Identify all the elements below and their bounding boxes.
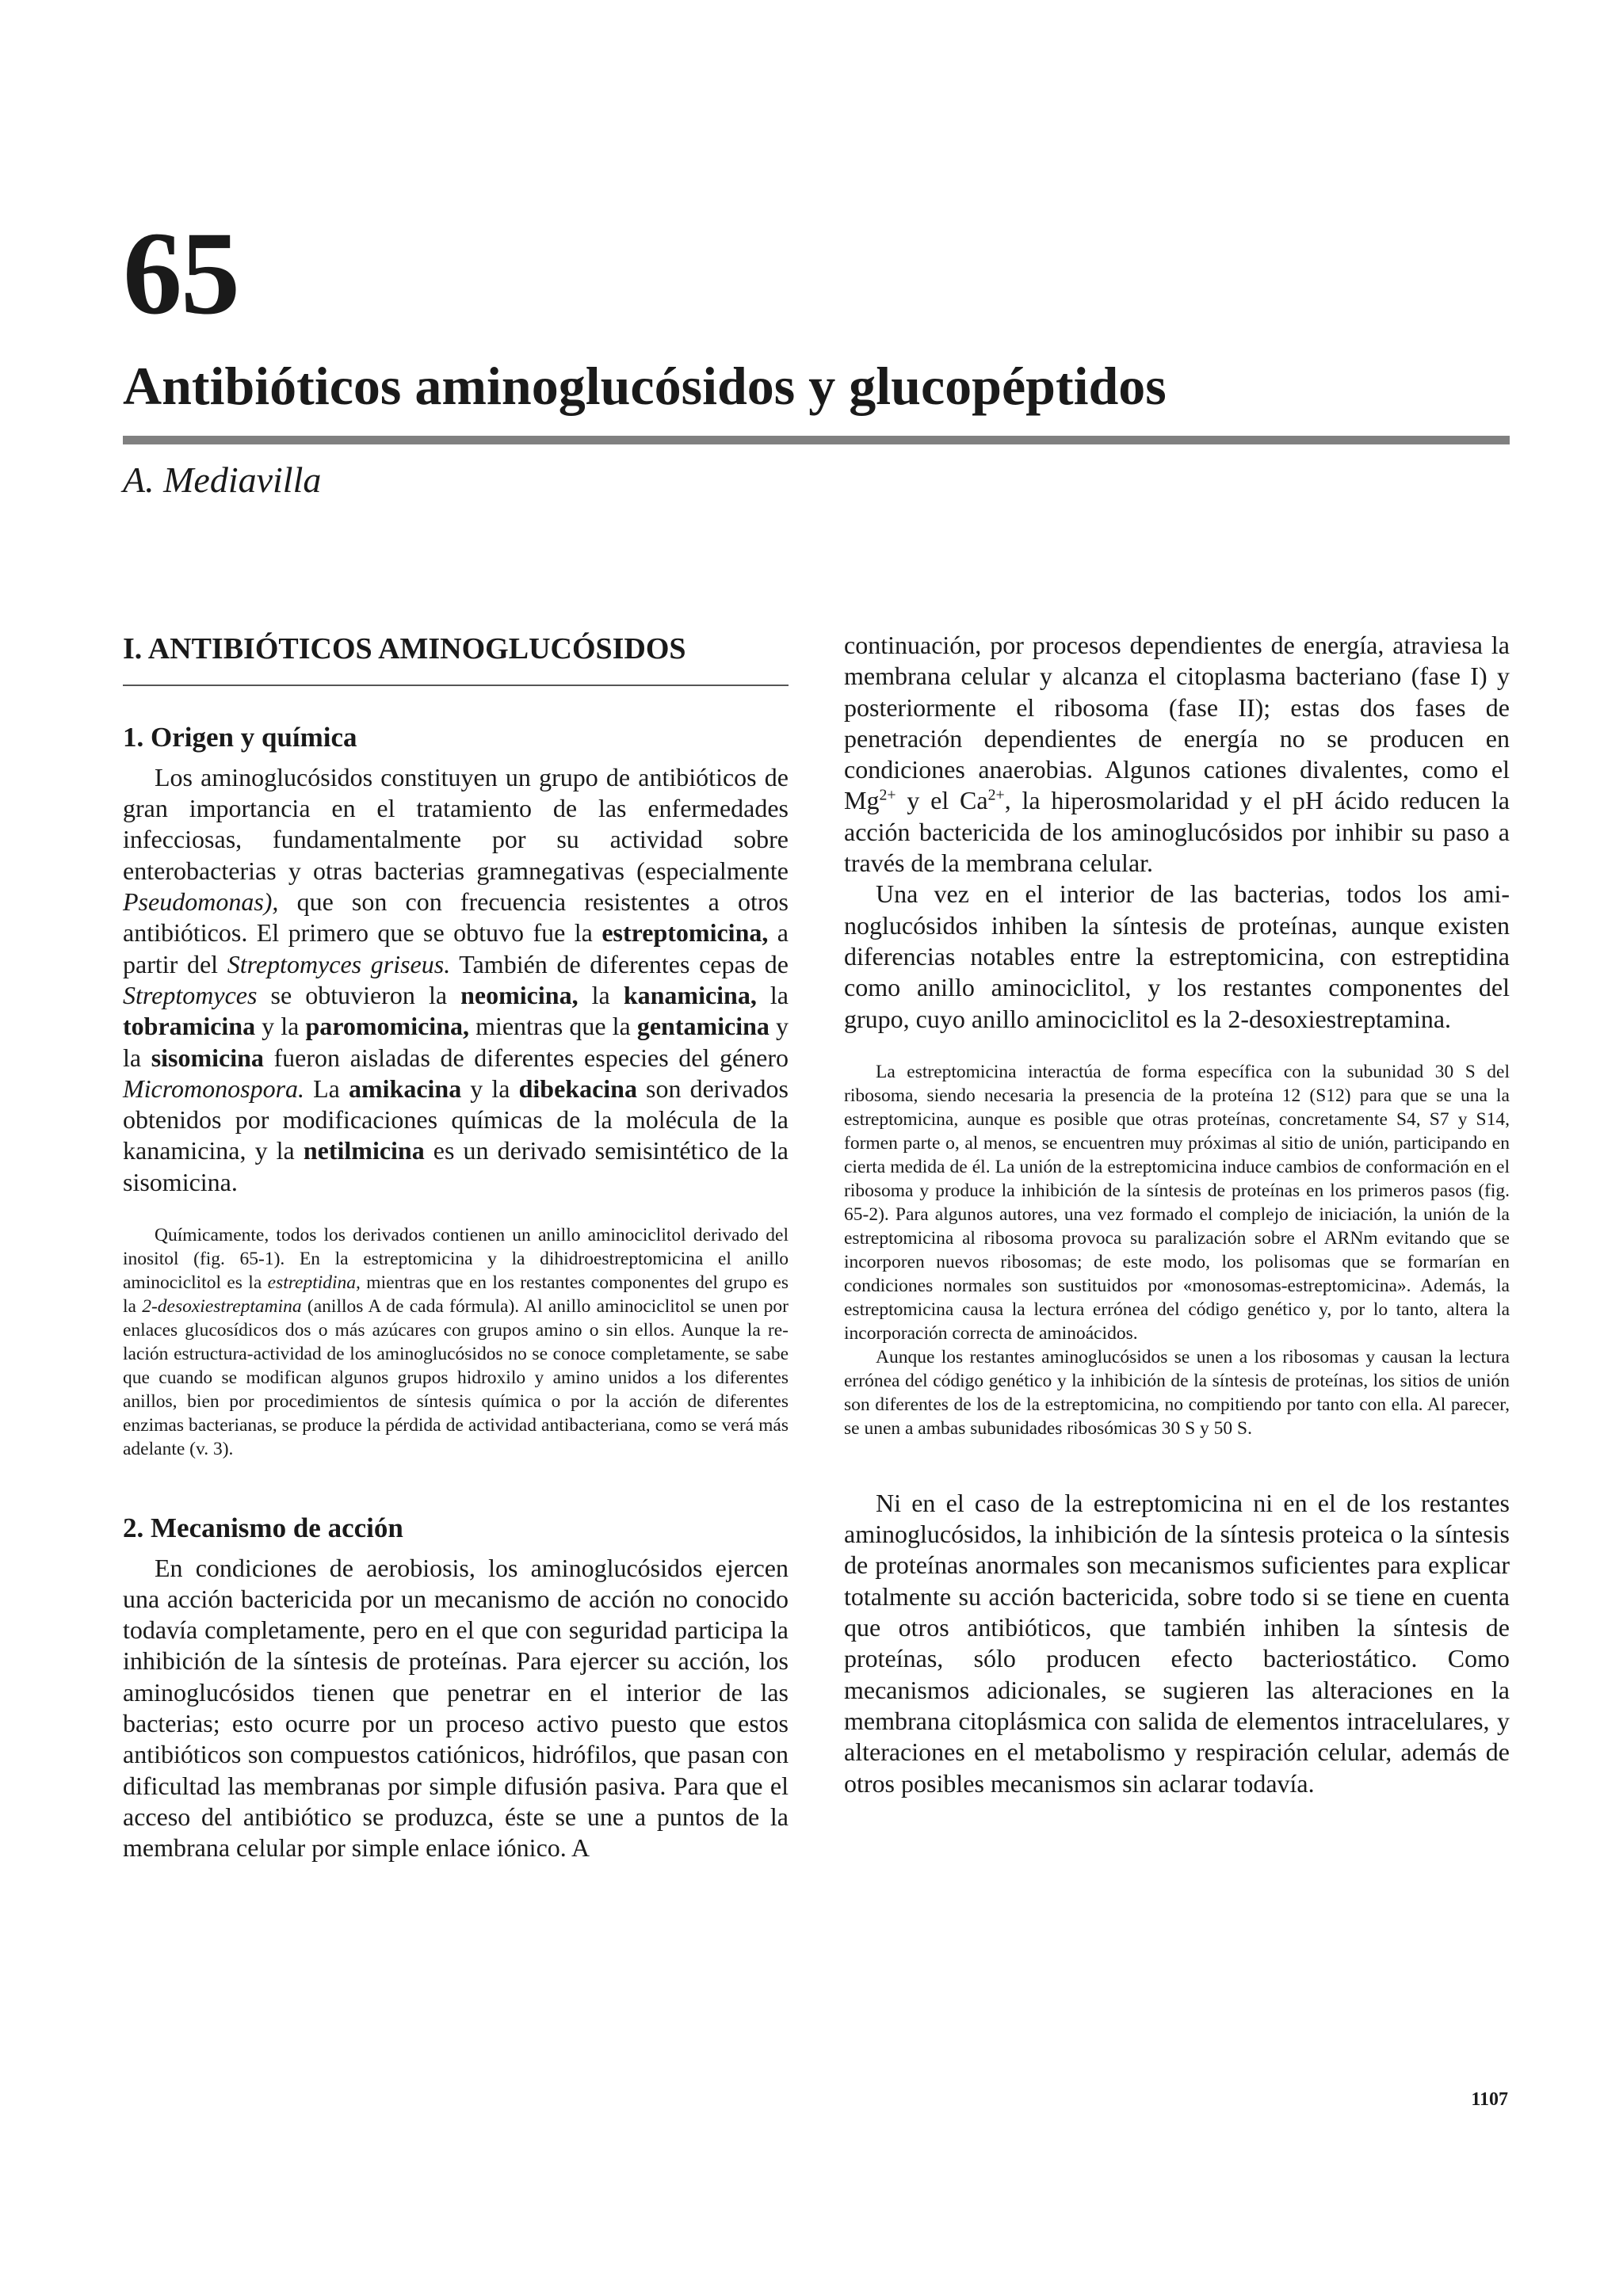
chapter-number: 65 xyxy=(123,208,239,339)
page-number: 1107 xyxy=(1471,2089,1508,2110)
left-column xyxy=(123,630,789,1864)
paragraph-mecanismo-2: Una vez en el interior de las bacterias, todos los aminoglucósidos inhiben la síntesis de proteínas, aunque existen diferencias notables entre la estreptomicina, con estreptidina como anillo aminociclitol, y los restantes componentes del grupo, cuyo anillo aminociclitol es la 2-desoxiestreptamina. xyxy=(844,879,1510,1033)
author: A. Mediavilla xyxy=(123,460,322,500)
title-rule xyxy=(123,436,1510,444)
subsection-heading-mecanismo: 2. Mecanismo de acción xyxy=(123,1512,403,1544)
paragraph-origen: Los aminoglucósidos constituyen un grupo de antibióticos de gran importancia en el tratamiento de las enfermedades infecciosas, fundamentalmente por su actividad sobre enterobacterias y otras bacterias gramnegativas (especialmente Pseudomonas), que son con frecuencia resistentes a otros antibióticos. El primero que se obtuvo fue la estreptomicina, a partir del Streptomyces griseus. También de diferentes cepas de Streptomyces se obtuvieron la neomicina, la kanamicina, la tobramicina y la paromomicina, mientras que la gentamicina y la sisomicina fueron aisladas de diferentes especies del género Micromonospora. La amikacina y la dibekacina son derivados obtenidos por modificaciones químicas de la molécula de la kanamicina, y la netilmicina es un derivado semisintético de la sisomicina. xyxy=(123,762,789,1196)
right-column xyxy=(844,630,1510,1799)
small-paragraph-quimica: Químicamente, todos los derivados contienen un anillo aminociclitol derivado del inositol (fig. 65-1). En la estreptomicina y la dihidroestreptomicina el anillo aminociclitol es la estreptidina, mientras que en los restantes componentes del grupo es la 2-desoxiestreptamina (anillos A de cada fórmula). Al anillo aminociclitol se unen por enlaces glucosídicos dos o más azúcares con grupos amino o sin ellos. Aunque la relación estructura-actividad de los aminoglucósidos no se conoce completamente, se sabe que cuando se modifican algunos grupos hidroxilo y amino unidos a los diferentes anillos, bien por procedimientos de síntesis química o por la acción de diferentes enzimas bacterianas, se produce la pérdida de actividad antibacteriana, como se verá más adelante (v. 3). xyxy=(123,1225,789,1460)
small-paragraph-restantes: Aunque los restantes aminoglucósidos se unen a los ribosomas y causan la lectura errónea del código genético y la inhibición de la síntesis de proteínas, los sitios de unión son diferentes de los de la estreptomicina, no compitiendo por tanto con ella. Al parecer, se unen a ambas subunidades ribosómicas 30 S y 50 S. xyxy=(844,1346,1510,1439)
paragraph-mecanismo-1: En condiciones de aerobiosis, los aminoglucósidos ejercen una acción bactericida por un mecanismo de acción no conocido todavía completamente, pero en el que con seguridad participa la inhibición de la síntesis de proteínas. Para ejercer su acción, los aminoglucósidos tienen que penetrar en el interior de las bacterias; esto ocurre por un proceso activo puesto que estos antibióticos son compuestos catiónicos, hidrófilos, que pasan con dificultad las membranas por simple difusión pasiva. Para que el acceso del antibiótico se produzca, éste se une a puntos de la membrana celular por simple enlace iónico. A xyxy=(123,1553,789,1863)
paragraph-mecanismo-3: Ni en el caso de la estreptomicina ni en el de los restantes aminoglucósidos, la inhibición de la síntesis proteica o la síntesis de proteínas anormales son mecanismos suficientes para explicar totalmente su acción bactericida, sobre todo si se tiene en cuenta que otros antibióticos, que también inhiben la síntesis de proteínas, sólo producen efecto bacteriostático. Como mecanismos adicionales, se sugieren las alteraciones en la membrana citoplásmica con salida de elementos intracelulares, y alteraciones en el metabolismo y respiración celular, además de otros posibles mecanismos sin aclarar todavía. xyxy=(844,1488,1510,1798)
section-heading: I. ANTIBIÓTICOS AMINOGLUCÓSIDOS xyxy=(123,630,789,686)
small-paragraph-estreptomicina: La estreptomicina interactúa de forma específica con la subunidad 30 S del ribosoma, siendo necesaria la presencia de la proteína 12 (S12) para que se una la estreptomicina, aunque es posible que otras proteínas, concretamente S4, S7 y S14, formen parte o, al menos, se encuentren muy próximas al sitio de unión, participando en cierta medida de él. La unión de la estreptomicina induce cambios de conformación en el ribosoma y produce la inhibición de la síntesis de proteínas en los primeros pasos (fig. 65-2). Para algunos autores, una vez formado el complejo de iniciación, la unión de la estreptomicina al ribosoma provoca su paralización sobre el ARNm evitando que se incorporen nuevos ribosomas; de este modo, los polisomas que se formarían en condiciones normales son sustituidos por «monosomas-estreptomicina». Además, la estreptomicina causa la lectura errónea del código genético y, por lo tanto, altera la incorporación correcta de aminoácidos. xyxy=(844,1061,1510,1344)
paragraph-mecanismo-1-continued: continuación, por procesos dependientes de energía, atraviesa la membrana celular y alcanza el citoplasma bacteriano (fase I) y posteriormente el ribosoma (fase II); estas dos fases de penetración dependientes de energía no se producen en condiciones anaerobias. Algunos cationes divalentes, como el $Mg^{2+}$ y el $Ca^{2+}$, la hiperosmolaridad y el pH ácido reducen la acción bactericida de los aminoglucósidos por inhibir su paso a través de la membrana celular. xyxy=(844,631,1510,878)
chapter-title: Antibióticos aminoglucósidos y glucopéptidos xyxy=(123,356,1167,416)
subsection-heading-origen: 1. Origen y química xyxy=(123,722,357,753)
small-text-block xyxy=(844,1060,1510,1440)
